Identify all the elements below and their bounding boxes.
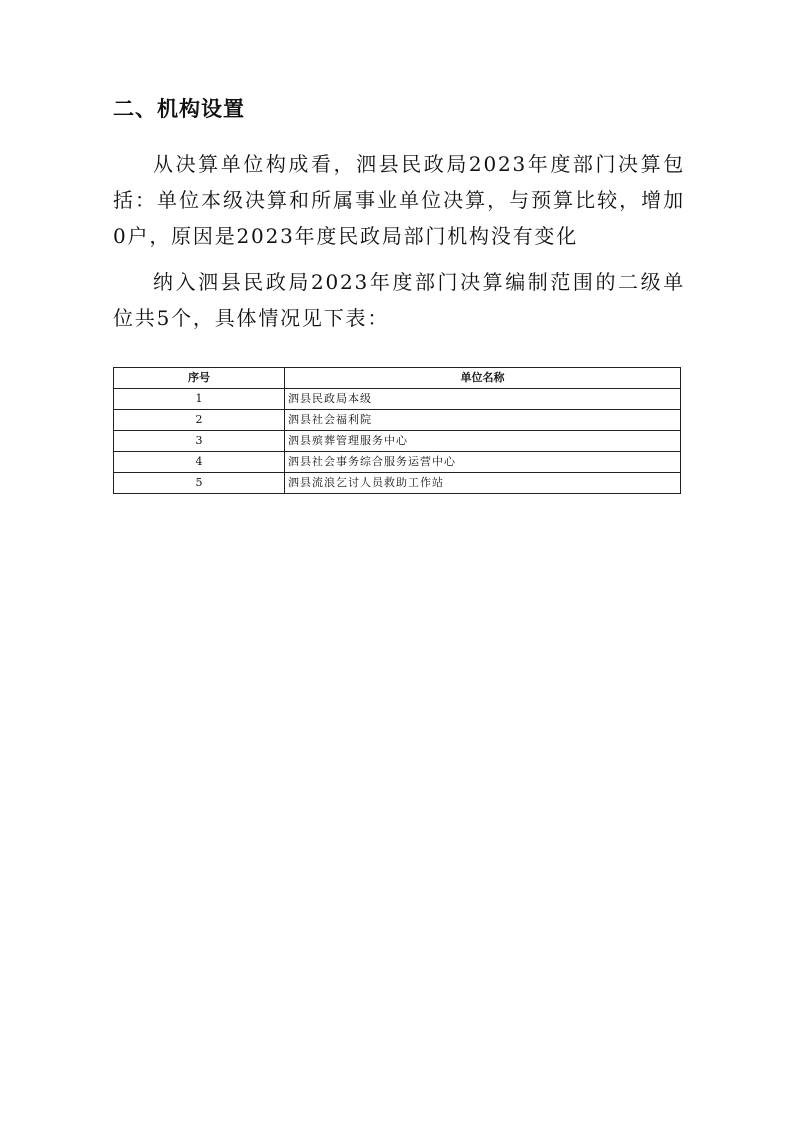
row-unit-name: 泗县民政局本级 [285, 389, 681, 410]
table-row [114, 389, 681, 410]
row-unit-name: 泗县社会事务综合服务运营中心 [285, 452, 681, 473]
table-row [114, 473, 681, 494]
table-row [114, 431, 681, 452]
paragraph-scope: 从决算单位构成看，泗县民政局2023年度部门决算包括：单位本级决算和所属事业单位决算，与预算比较，增加0户，原因是2023年度民政局部门机构没有变化 [113, 152, 685, 248]
table-header-row [114, 368, 681, 389]
row-seq: 4 [114, 452, 285, 473]
section-heading: 二、机构设置 [113, 97, 245, 121]
paragraph-units: 纳入泗县民政局2023年度部门决算编制范围的二级单位共5个，具体情况见下表： [113, 270, 685, 330]
row-unit-name: 泗县流浪乞讨人员救助工作站 [285, 473, 681, 494]
table-row [114, 410, 681, 431]
row-unit-name: 泗县殡葬管理服务中心 [285, 431, 681, 452]
row-seq: 3 [114, 431, 285, 452]
row-unit-name: 泗县社会福利院 [285, 410, 681, 431]
row-seq: 1 [114, 389, 285, 410]
row-seq: 5 [114, 473, 285, 494]
table-row [114, 452, 681, 473]
header-unit-name: 单位名称 [285, 368, 681, 389]
header-seq: 序号 [114, 368, 285, 389]
row-seq: 2 [114, 410, 285, 431]
units-table [113, 367, 681, 494]
